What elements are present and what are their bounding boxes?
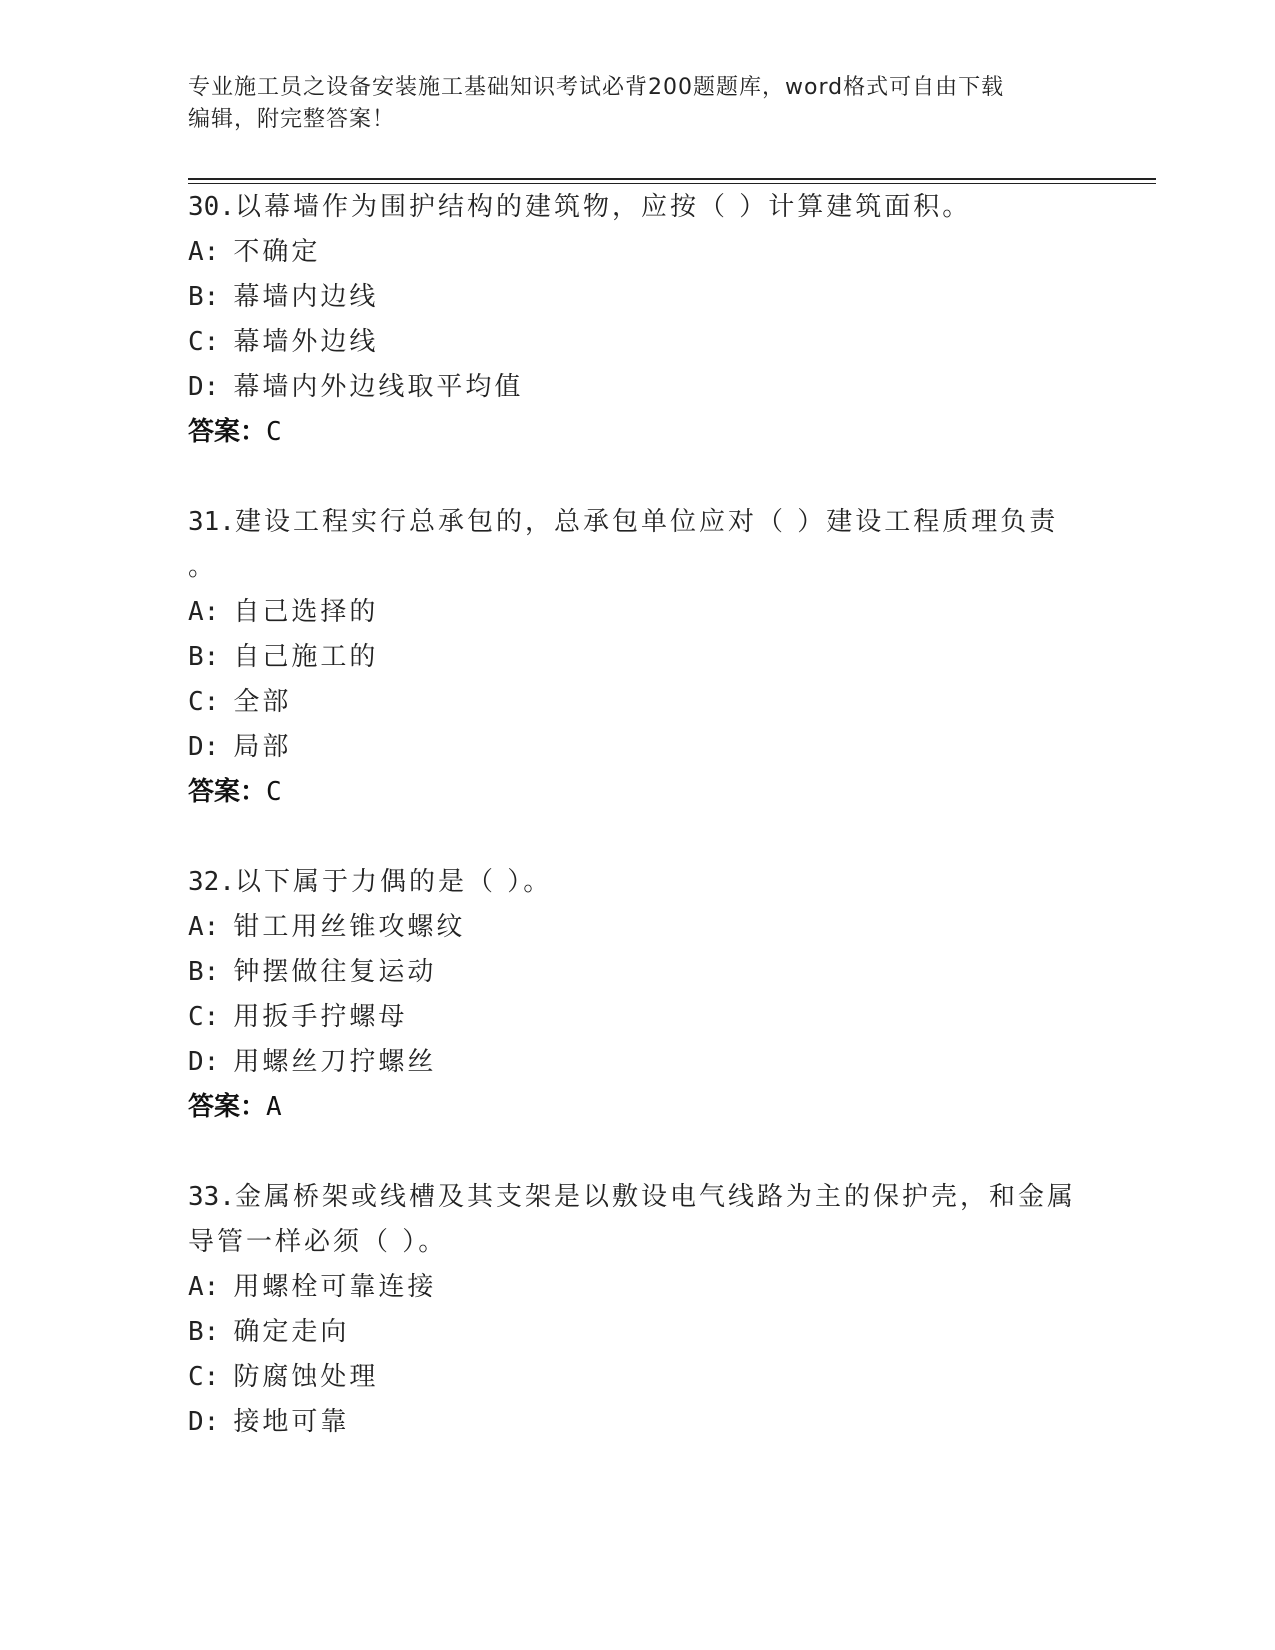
option-text: 用螺丝刀拧螺丝	[233, 1047, 437, 1077]
question-number: 32.	[188, 867, 235, 897]
option-label: C:	[188, 687, 220, 717]
option-label: B:	[188, 282, 220, 312]
option-d	[188, 1400, 1088, 1445]
option-label: B:	[188, 642, 220, 672]
question-33	[188, 1175, 1088, 1445]
question-stem-continued: 。	[188, 552, 218, 582]
option-b	[188, 950, 1088, 995]
option-a	[188, 905, 1088, 950]
option-label: C:	[188, 1002, 220, 1032]
option-text: 确定走向	[233, 1317, 350, 1347]
option-label: A:	[188, 597, 220, 627]
option-c	[188, 995, 1088, 1040]
question-stem	[188, 860, 1088, 905]
option-label: C:	[188, 327, 220, 357]
option-a	[188, 590, 1088, 635]
option-label: D:	[188, 372, 220, 402]
question-number: 30.	[188, 192, 235, 222]
question-stem	[188, 185, 1088, 230]
option-label: B:	[188, 957, 220, 987]
option-text: 自己施工的	[233, 642, 379, 672]
option-label: D:	[188, 732, 220, 762]
question-number: 33.	[188, 1182, 235, 1212]
option-label: A:	[188, 912, 220, 942]
answer-value: A	[266, 1092, 282, 1122]
answer-label: 答案：	[188, 1092, 267, 1122]
option-text: 幕墙外边线	[233, 327, 379, 357]
option-c	[188, 320, 1088, 365]
question-text: 以下属于力偶的是（ ）。	[234, 867, 553, 897]
option-d	[188, 1040, 1088, 1085]
option-b	[188, 635, 1088, 680]
question-30	[188, 185, 1088, 455]
question-stem-continued: 导管一样必须（ ）。	[188, 1227, 448, 1257]
option-a	[188, 1265, 1088, 1310]
option-c	[188, 1355, 1088, 1400]
option-label: C:	[188, 1362, 220, 1392]
question-stem	[188, 1175, 1088, 1220]
option-text: 用扳手拧螺母	[233, 1002, 408, 1032]
header-title-line-2: 编辑，附完整答案！	[188, 107, 396, 132]
option-text: 防腐蚀处理	[233, 1362, 379, 1392]
option-text: 幕墙内外边线取平均值	[233, 372, 524, 402]
answer-label: 答案：	[188, 777, 267, 807]
option-b	[188, 1310, 1088, 1355]
answer-value: C	[266, 777, 282, 807]
option-text: 自己选择的	[233, 597, 379, 627]
answer-value: C	[266, 417, 282, 447]
header-divider-thin	[188, 183, 1156, 184]
question-31	[188, 500, 1088, 815]
question-32	[188, 860, 1088, 1130]
option-label: D:	[188, 1407, 220, 1437]
question-text: 金属桥架或线槽及其支架是以敷设电气线路为主的保护壳，和金属	[234, 1182, 1076, 1212]
option-text: 钳工用丝锥攻螺纹	[233, 912, 466, 942]
document-header	[188, 72, 1068, 136]
option-label: A:	[188, 237, 220, 267]
option-b	[188, 275, 1088, 320]
option-text: 全部	[233, 687, 292, 717]
header-title-line-1: 专业施工员之设备安装施工基础知识考试必背200题题库，word格式可自由下载	[188, 75, 1005, 100]
option-label: D:	[188, 1047, 220, 1077]
option-text: 接地可靠	[233, 1407, 350, 1437]
option-text: 不确定	[233, 237, 321, 267]
answer-line	[188, 770, 1088, 815]
header-divider-thick	[188, 178, 1156, 180]
option-d	[188, 725, 1088, 770]
option-c	[188, 680, 1088, 725]
option-label: B:	[188, 1317, 220, 1347]
answer-line	[188, 1085, 1088, 1130]
answer-line	[188, 410, 1088, 455]
option-a	[188, 230, 1088, 275]
option-text: 局部	[233, 732, 292, 762]
option-text: 钟摆做往复运动	[233, 957, 437, 987]
question-text: 建设工程实行总承包的，总承包单位应对（ ）建设工程质理负责	[234, 507, 1059, 537]
option-label: A:	[188, 1272, 220, 1302]
option-text: 用螺栓可靠连接	[233, 1272, 437, 1302]
option-text: 幕墙内边线	[233, 282, 379, 312]
question-stem	[188, 500, 1088, 545]
question-number: 31.	[188, 507, 235, 537]
answer-label: 答案：	[188, 417, 267, 447]
option-d	[188, 365, 1088, 410]
question-text: 以幕墙作为围护结构的建筑物，应按（ ）计算建筑面积。	[234, 192, 972, 222]
